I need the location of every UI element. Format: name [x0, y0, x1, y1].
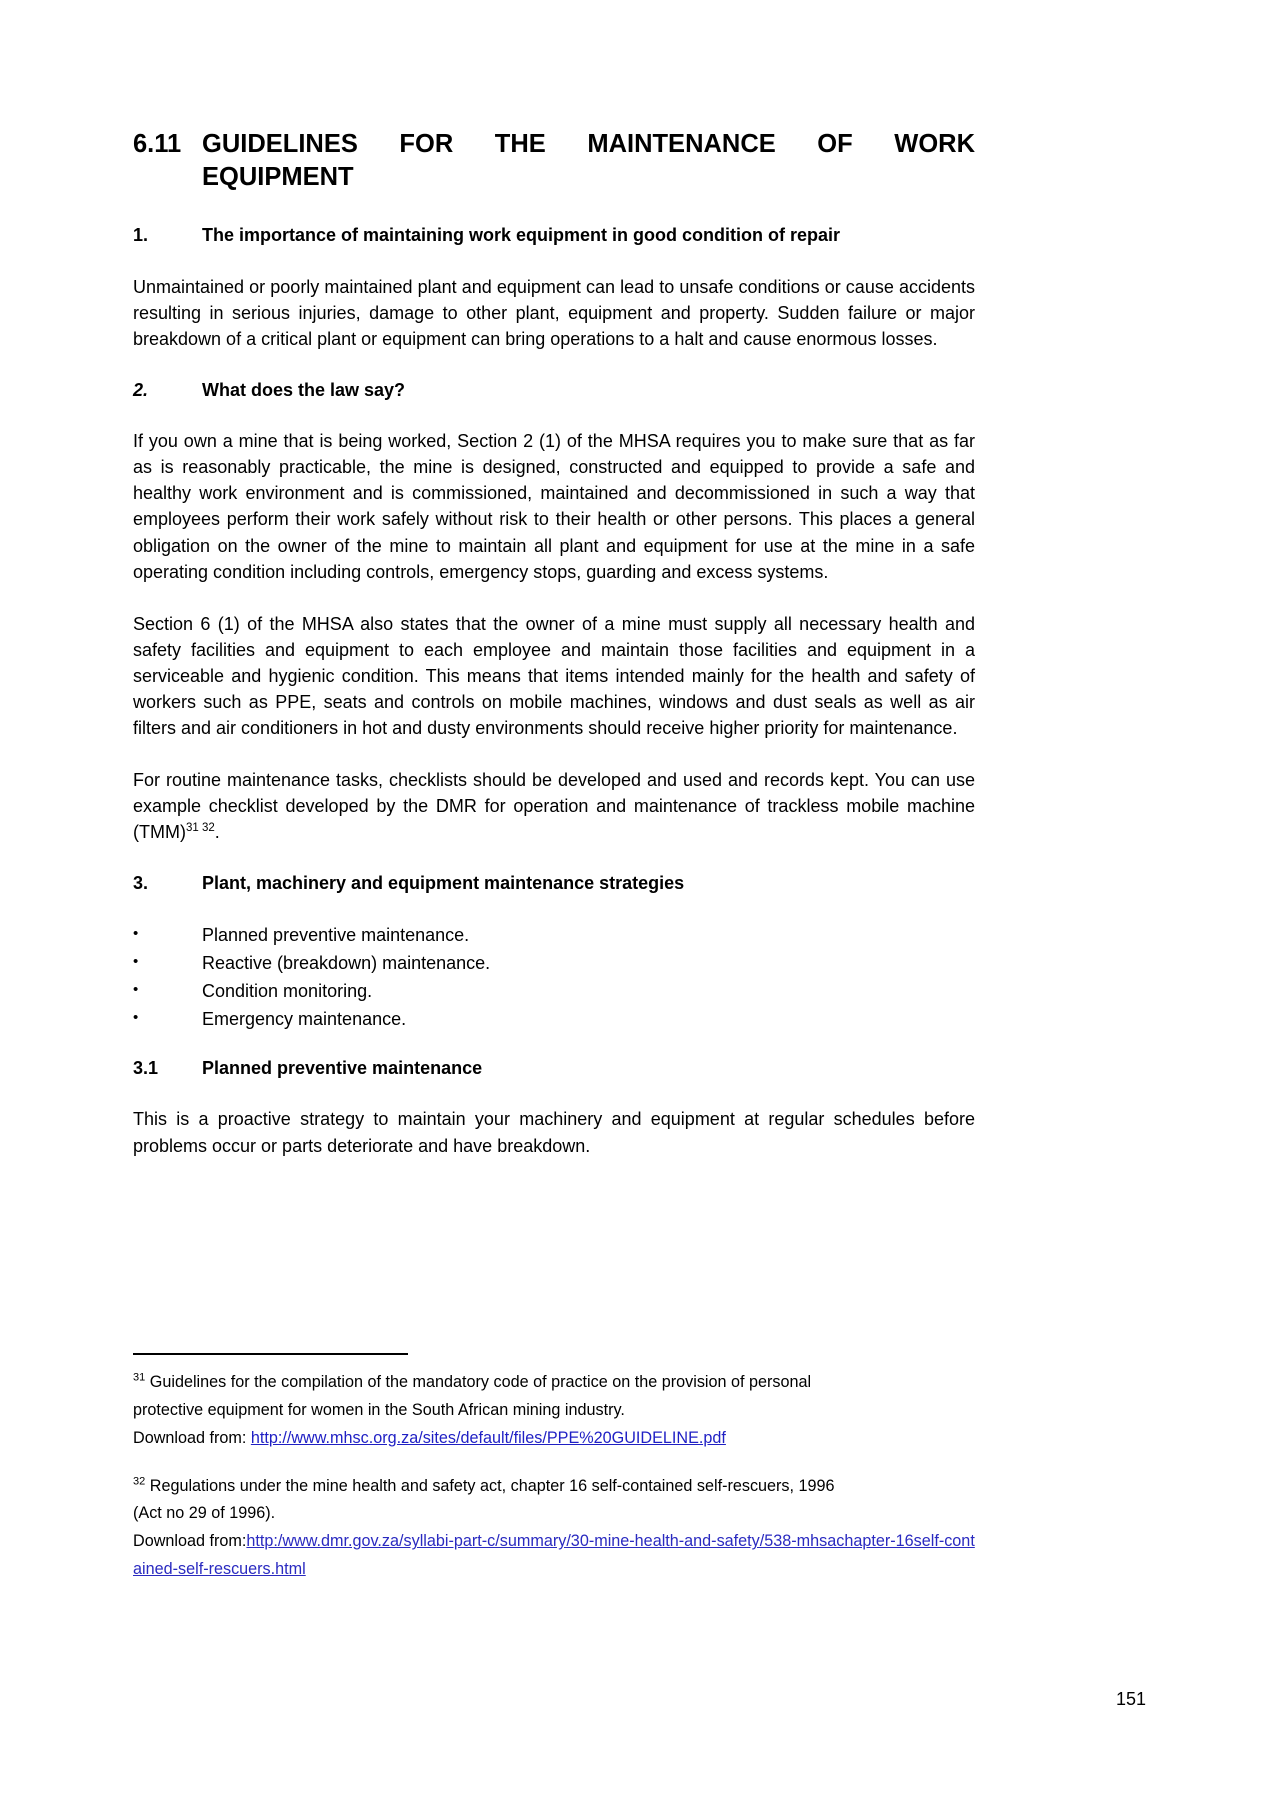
section-title-3: Plant, machinery and equipment maintenance strategies — [202, 873, 685, 894]
footnote-31 — [133, 1369, 978, 1453]
section-heading-2 — [133, 378, 975, 402]
page-title-number: 6.11 — [133, 130, 182, 158]
bullet-icon: • — [133, 924, 139, 942]
page-content — [133, 128, 975, 1185]
section-number-3-1: 3.1 — [133, 1058, 159, 1079]
footnote-32-line-1 — [133, 1473, 978, 1501]
list-item — [133, 922, 975, 948]
list-item-label: Emergency maintenance. — [202, 1009, 407, 1030]
list-item-label: Condition monitoring. — [202, 980, 373, 1001]
list-item-label: Planned preventive maintenance. — [202, 924, 470, 945]
paragraph-5: This is a proactive strategy to maintain your machinery and equipment at regular schedules before problems occur or parts deteriorate and have breakdown. — [133, 1109, 975, 1156]
section-heading-3 — [133, 871, 975, 895]
paragraph-3: Section 6 (1) of the MHSA also states that the owner of a mine must supply all necessary health and safety facilities and equipment to each employee and maintain those facilities and equipment in a serviceable and hygienic condition. This means that items intended mainly for the health and safety of workers such as PPE, seats and controls on mobile machines, windows and dust seals as well as air filters and air conditioners in hot and dusty environments should receive higher priority for maintenance. — [133, 613, 975, 739]
bullet-icon: • — [133, 952, 139, 970]
section-number-1: 1. — [133, 225, 149, 246]
footnote-32-text-1: Regulations under the mine health and safety act, chapter 16 self-contained self-rescuers, 1996 — [149, 1476, 835, 1495]
footnote-32-download-label: Download from: — [133, 1532, 247, 1551]
paragraph-2: If you own a mine that is being worked, Section 2 (1) of the MHSA requires you to make sure that as far as is reasonably practicable, the mine is designed, constructed and equipped to provide a safe and healthy work environment and is commissioned, maintained and decommissioned in such a way that employees perform their work safely without risk to their health or other persons. This places a general obligation on the owner of the mine to maintain all plant and equipment for use at the mine in a safe operating condition including controls, emergency stops, guarding and excess systems. — [133, 431, 975, 582]
list-item — [133, 978, 975, 1004]
footnote-31-download-label: Download from: — [133, 1428, 247, 1447]
footnote-31-link[interactable]: http://www.mhsc.org.za/sites/default/files/PPE%20GUIDELINE.pdf — [250, 1428, 726, 1447]
footnote-32-line-3 — [133, 1528, 978, 1584]
paragraph-4-period: . — [214, 822, 220, 843]
section-heading-1 — [133, 223, 975, 247]
page-title — [133, 128, 975, 193]
footnote-31-marker: 31 — [133, 1371, 146, 1384]
footnote-32-link[interactable]: http:/www.dmr.gov.za/syllabi-part-c/summary/30-mine-health-and-safety/538-mhsachapter-16self-contained-self-rescuers.html — [133, 1532, 975, 1579]
bullet-icon: • — [133, 1009, 139, 1027]
list-item-label: Reactive (breakdown) maintenance. — [202, 952, 491, 973]
footnote-31-line-3 — [133, 1425, 978, 1453]
footnote-31-line-2: protective equipment for women in the South African mining industry. — [133, 1400, 625, 1419]
footnote-32 — [133, 1473, 978, 1584]
section-number-3: 3. — [133, 873, 149, 894]
list-item — [133, 950, 975, 976]
section-number-2: 2. — [133, 379, 149, 400]
page-title-line-1: GUIDELINES FOR THE MAINTENANCE OF WORK — [202, 130, 975, 158]
bullet-icon: • — [133, 980, 139, 998]
footnotes-section — [133, 1353, 978, 1584]
footnote-separator-rule — [133, 1353, 408, 1355]
footnote-31-line-1 — [133, 1369, 978, 1397]
maintenance-strategies-list — [133, 922, 975, 1032]
paragraph-1: Unmaintained or poorly maintained plant and equipment can lead to unsafe conditions or cause accidents resulting in serious injuries, damage to other plant, equipment and property. Sudden failure or major breakdown of a critical plant or equipment can bring operations to a halt and cause enormous losses. — [133, 276, 975, 349]
section-title-1: The importance of maintaining work equipment in good condition of repair — [202, 225, 841, 246]
list-item — [133, 1006, 975, 1032]
paragraph-4-text: For routine maintenance tasks, checklists should be developed and used and records kept. You can use example checklist developed by the DMR for operation and maintenance of trackless mobile machine (TMM) — [133, 770, 975, 843]
footnote-31-text-1: Guidelines for the compilation of the mandatory code of practice on the provision of personal — [149, 1373, 812, 1391]
page-title-text — [202, 128, 975, 193]
page-number: 151 — [1115, 1689, 1146, 1709]
section-title-3-1: Planned preventive maintenance — [202, 1058, 483, 1079]
footnote-reference-31-32[interactable]: 31 32 — [185, 822, 215, 835]
section-heading-3-1 — [133, 1056, 975, 1080]
footnote-32-line-2: (Act no 29 of 1996). — [133, 1504, 276, 1523]
paragraph-4 — [133, 767, 975, 845]
section-title-2: What does the law say? — [202, 379, 406, 400]
page-title-line-2: EQUIPMENT — [202, 162, 354, 191]
footnote-32-marker: 32 — [133, 1475, 146, 1488]
